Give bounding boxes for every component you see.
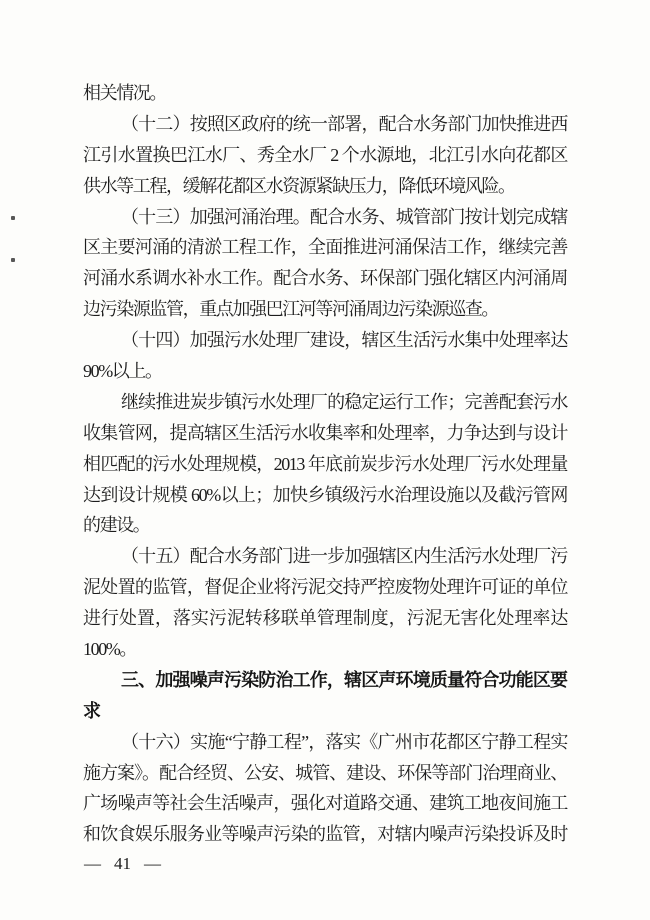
text-line: 相匹配的污水处理规模，2013 年底前炭步污水处理厂污水处理量: [83, 453, 567, 474]
text-line: （十二）按照区政府的统一部署，配合水务部门加快推进西: [121, 113, 567, 134]
text-line: 广场噪声等社会生活噪声，强化对道路交通、建筑工地夜间施工: [83, 793, 567, 814]
scan-speck: [11, 216, 15, 220]
text-line: 三、加强噪声污染防治工作，辖区声环境质量符合功能区要: [121, 669, 567, 690]
text-line: 河涌水系调水补水工作。配合水务、环保部门强化辖区内河涌周: [83, 268, 567, 289]
text-line: 100%。: [83, 639, 136, 660]
text-line: 相关情况。: [83, 83, 166, 103]
text-line: （十六）实施“宁静工程”，落实《广州市花都区宁静工程实: [121, 731, 567, 752]
text-line: 继续推进炭步镇污水处理厂的稳定运行工作；完善配套污水: [121, 391, 567, 412]
text-line: 和饮食娱乐服务业等噪声污染的监管，对辖内噪声污染投诉及时: [83, 824, 567, 845]
text-line: 江引水置换巴江水厂、秀全水厂 2 个水源地，北江引水向花都区: [83, 144, 567, 165]
text-line: （十三）加强河涌治理。配合水务、城管部门按计划完成辖: [121, 206, 567, 227]
text-line: 达到设计规模 60%以上；加快乡镇级污水治理设施以及截污管网: [83, 484, 567, 505]
text-line: 收集管网，提高辖区生活污水收集率和处理率，力争达到与设计: [83, 422, 567, 443]
text-line: 边污染源监管，重点加强巴江河等河涌周边污染源巡查。: [83, 299, 498, 320]
text-line: 求: [83, 700, 100, 721]
scan-speck: [11, 258, 15, 262]
footer-dash-left: —: [84, 854, 101, 873]
text-line: 施方案》。配合经贸、公安、城管、建设、环保等部门治理商业、: [83, 762, 567, 783]
text-line: 区主要河涌的清淤工程工作，全面推进河涌保洁工作，继续完善: [83, 237, 567, 258]
footer-dash-right: —: [144, 854, 161, 873]
text-line: 90%以上。: [83, 361, 162, 382]
text-line: 供水等工程，缓解花都区水资源紧缺压力，降低环境风险。: [83, 175, 515, 196]
page-number-footer: [84, 854, 161, 874]
text-line: （十四）加强污水处理厂建设，辖区生活污水集中处理率达: [121, 330, 567, 351]
text-line: 的建设。: [83, 515, 150, 536]
text-line: 进行处置，落实污泥转移联单管理制度，污泥无害化处理率达: [83, 608, 567, 629]
text-line: （十五）配合水务部门进一步加强辖区内生活污水处理厂污: [121, 546, 567, 567]
document-text-block: [83, 78, 567, 850]
text-line: 泥处置的监管，督促企业将污泥交持严控废物处理许可证的单位: [83, 577, 567, 598]
page-number: 41: [114, 854, 131, 873]
